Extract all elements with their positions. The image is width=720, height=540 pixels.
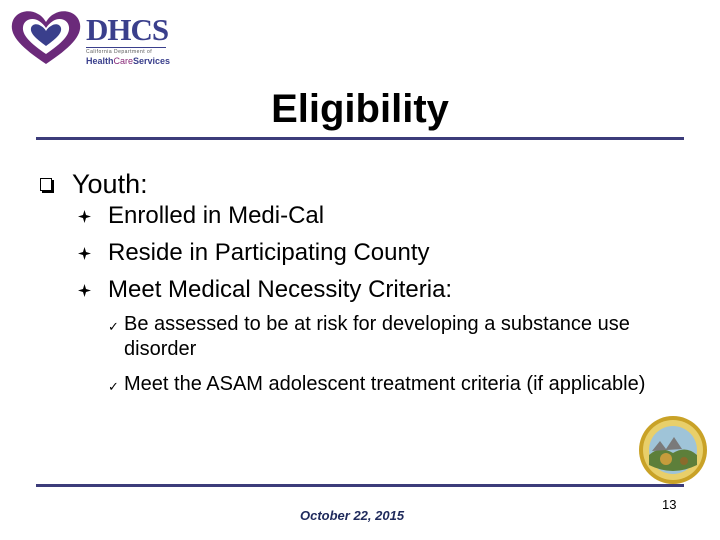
diamond-bullet-icon bbox=[78, 210, 91, 223]
title-divider bbox=[36, 137, 684, 140]
main-bullet-text: Youth: bbox=[72, 169, 148, 199]
slide-title bbox=[0, 85, 720, 133]
logo-services bbox=[86, 56, 170, 66]
footer-divider bbox=[36, 484, 684, 487]
logo-subtitle: California Department of bbox=[86, 49, 153, 55]
slide-title-text: Eligibility bbox=[271, 87, 449, 131]
diamond-bullet-icon bbox=[78, 284, 91, 297]
checkmark-icon: ✓ bbox=[108, 379, 119, 394]
dhcs-logo bbox=[8, 6, 171, 68]
square-bullet-icon bbox=[40, 178, 52, 191]
sub-bullet-text: Meet Medical Necessity Criteria: bbox=[108, 276, 453, 303]
footer-date: October 22, 2015 bbox=[300, 508, 405, 523]
heart-logo-icon bbox=[8, 6, 84, 68]
logo-rule bbox=[86, 47, 166, 48]
check-item-text: Meet the ASAM adolescent treatment criteria (if applicable) bbox=[124, 373, 646, 395]
logo-wordmark: DHCS bbox=[86, 12, 169, 47]
sub-bullet-text: Enrolled in Medi-Cal bbox=[108, 202, 325, 229]
california-seal-icon bbox=[638, 415, 708, 485]
logo-services-suffix: Services bbox=[133, 56, 171, 66]
logo-services-care: Care bbox=[113, 56, 134, 66]
diamond-bullet-icon bbox=[78, 247, 91, 260]
checkmark-icon: ✓ bbox=[108, 319, 119, 334]
check-item-text: Be assessed to be at risk for developing a substance use disorder bbox=[124, 313, 630, 360]
page-number: 13 bbox=[662, 497, 677, 512]
logo-services-prefix: Health bbox=[86, 56, 114, 66]
sub-bullet-text: Reside in Participating County bbox=[108, 239, 430, 266]
